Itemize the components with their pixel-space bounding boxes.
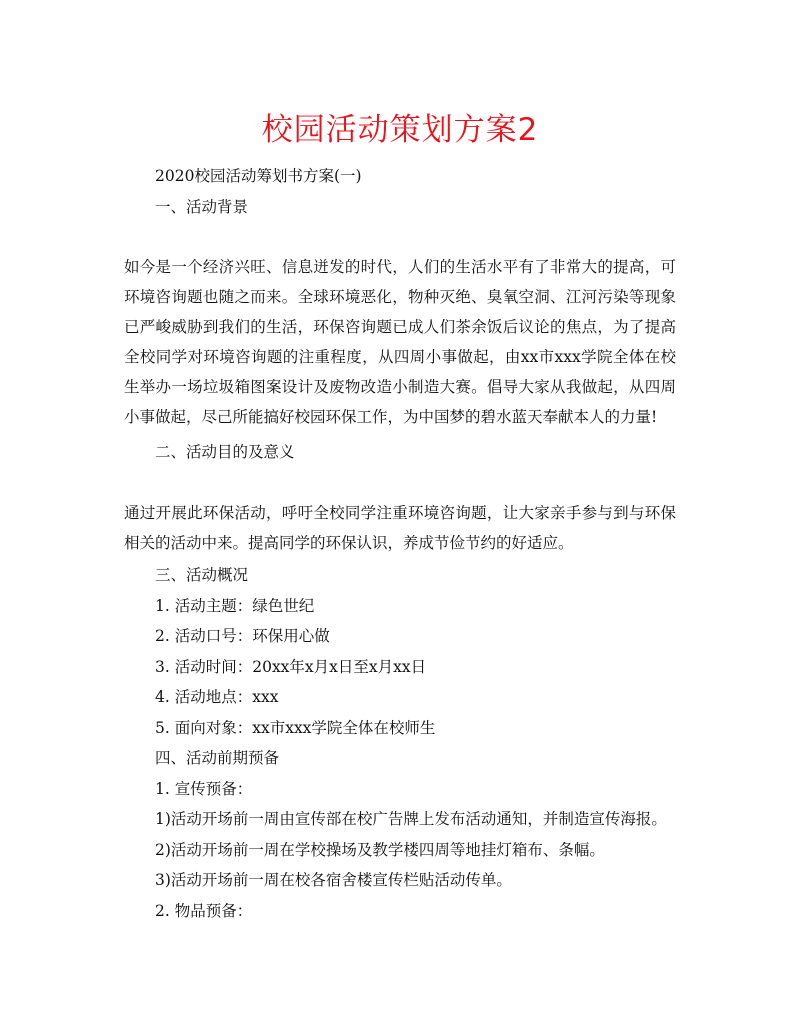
publicity-item: 1)活动开场前一周由宣传部在校广告牌上发布活动通知，并制造宣传海报。 xyxy=(155,810,667,828)
overview-item-audience: 5. 面向对象：xx市xxx学院全体在校师生 xyxy=(155,719,436,737)
paragraph-line: 环境咨询题也随之而来。全球环境恶化，物种灭绝、臭氧空洞、江河污染等现象 xyxy=(124,288,676,306)
overview-item-slogan: 2. 活动口号：环保用心做 xyxy=(155,627,330,645)
paragraph-line: 已严峻威胁到我们的生活，环保咨询题已成人们茶余饭后议论的焦点，为了提高 xyxy=(124,318,676,336)
paragraph-line: 全校同学对环境咨询题的注重程度，从四周小事做起，由xx市xxx学院全体在校 xyxy=(124,348,676,366)
overview-item-time: 3. 活动时间：20xx年x月x日至x月xx日 xyxy=(155,658,427,676)
paragraph-purpose xyxy=(124,498,676,558)
preparation-sub-publicity: 1. 宣传预备： xyxy=(155,780,253,798)
paragraph-background xyxy=(124,252,676,432)
overview-item-theme: 1. 活动主题：绿色世纪 xyxy=(155,597,315,615)
preparation-sub-materials: 2. 物品预备： xyxy=(155,902,253,920)
section-heading-overview: 三、活动概况 xyxy=(155,566,249,584)
section-heading-background: 一、活动背景 xyxy=(155,198,249,216)
paragraph-line: 生举办一场垃圾箱图案设计及废物改造小制造大赛。倡导大家从我做起，从四周 xyxy=(124,378,676,396)
paragraph-line: 小事做起，尽己所能搞好校园环保工作，为中国梦的碧水蓝天奉献本人的力量! xyxy=(124,408,658,426)
paragraph-line: 相关的活动中来。提高同学的环保认识，养成节俭节约的好适应。 xyxy=(124,534,574,552)
overview-item-location: 4. 活动地点：xxx xyxy=(155,688,279,706)
paragraph-line: 如今是一个经济兴旺、信息迸发的时代，人们的生活水平有了非常大的提高，可 xyxy=(124,258,676,276)
document-title: 校园活动策划方案2 xyxy=(261,112,539,148)
paragraph-line: 通过开展此环保活动，呼吁全校同学注重环境咨询题，让大家亲手参与到与环保 xyxy=(124,504,676,522)
publicity-item: 3)活动开场前一周在校各宿舍楼宣传栏贴活动传单。 xyxy=(155,871,512,889)
section-heading-preparation: 四、活动前期预备 xyxy=(155,749,280,767)
section-heading-purpose: 二、活动目的及意义 xyxy=(155,443,295,461)
document-subtitle: 2020校园活动筹划书方案(一) xyxy=(155,167,362,185)
publicity-item: 2)活动开场前一周在学校操场及教学楼四周等地挂灯箱布、条幅。 xyxy=(155,841,605,859)
